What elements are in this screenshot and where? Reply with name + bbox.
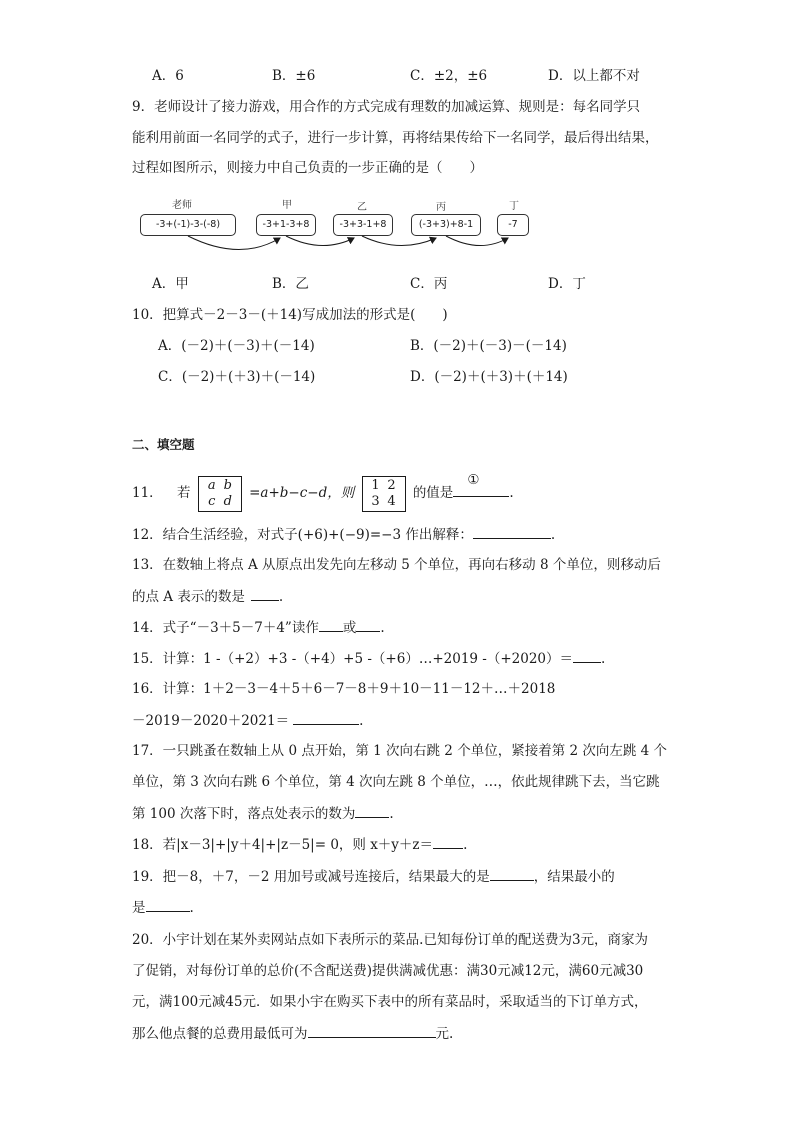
q17-answer-blank[interactable] — [355, 803, 389, 818]
q11-line — [132, 472, 514, 512]
matrix-4: 4 — [387, 493, 396, 509]
q17-line-3 — [132, 803, 394, 824]
q9-option-d[interactable]: D．丁 — [548, 276, 586, 292]
q9-stem-line-1: 9．老师设计了接力游戏，用合作的方式完成有理数的加减运算、规则是：每名同学只 — [132, 99, 641, 115]
q18-text: 18．若|x－3|+|y＋4|+|z－5|= 0，则 x＋y＋z＝ — [132, 837, 434, 853]
q11-end: . — [509, 485, 514, 501]
q15-line — [132, 648, 605, 669]
q10-option-b[interactable]: B．(－2)＋(－3)－(－14) — [410, 338, 567, 354]
arrow-1 — [188, 236, 280, 250]
q14-answer-blank-1[interactable] — [319, 617, 343, 632]
q14-answer-blank-2[interactable] — [356, 617, 380, 632]
expr-box-teacher: -3+(-1)-3-(-8) — [140, 214, 236, 236]
section-title-fill-in: 二、填空题 — [132, 437, 195, 452]
role-yi: 乙 — [357, 202, 367, 213]
q12-answer-blank[interactable] — [473, 524, 551, 539]
q17-end: . — [389, 806, 394, 822]
q20-line-3: 元，满100元减45元．如果小宇在购买下表中的所有菜品时，采取适当的下订单方式， — [132, 994, 648, 1010]
q19-end: . — [189, 900, 194, 916]
role-bing: 丙 — [436, 202, 446, 213]
q9-option-b[interactable]: B．乙 — [272, 276, 309, 292]
q14-mid: 或 — [342, 620, 357, 636]
q19-line-2 — [132, 897, 194, 918]
q19-line-1 — [132, 866, 615, 887]
relay-arrows — [0, 0, 794, 300]
q11-answer-blank[interactable] — [453, 472, 509, 497]
q10-stem: 10．把算式－2－3－(＋14)写成加法的形式是( ) — [132, 307, 448, 323]
q8-option-d[interactable]: D．以上都不对 — [548, 68, 640, 84]
q14-pre: 14．式子“－3＋5－7＋4”读作 — [132, 620, 319, 636]
matrix-a: a — [207, 477, 216, 493]
role-teacher: 老师 — [172, 200, 192, 211]
q13-line-1: 13．在数轴上将点 A 从原点出发先向左移动 5 个单位，再向右移动 8 个单位，则移动后 — [132, 557, 661, 573]
q19-text-a: 19．把－8，＋7，－2 用加号或减号连接后，结果最大的是 — [132, 869, 490, 885]
q11-post: 的值是 — [412, 485, 454, 501]
q20-line-2: 了促销，对每份订单的总价(不含配送费)提供满减优惠：满30元减12元，满60元减30 — [132, 963, 644, 979]
q11-definition: =a+b−c−d，则 — [249, 485, 355, 501]
q8-option-a[interactable]: A．6 — [152, 68, 184, 84]
arrow-4 — [446, 236, 508, 246]
q12-end: . — [550, 527, 556, 543]
q11-blank-mark: ① — [467, 472, 480, 488]
q8-option-c[interactable]: C．±2，±6 — [410, 68, 488, 84]
q20-text: 那么他点餐的总费用最低可为 — [132, 1026, 308, 1042]
matrix-b: b — [223, 477, 232, 493]
q19-answer-blank-2[interactable] — [146, 897, 190, 912]
q12-line — [132, 524, 555, 545]
q13-end: . — [278, 589, 284, 605]
matrix-d: d — [223, 493, 232, 509]
q18-line — [132, 834, 467, 855]
q16-end: . — [359, 713, 364, 729]
expr-box-yi: -3+3-1+8 — [333, 214, 393, 236]
q13-line-2 — [132, 586, 283, 607]
q19-text-c: 是 — [132, 900, 146, 916]
q13-text: 的点 A 表示的数是 — [132, 589, 245, 605]
q20-line-1: 20．小宇计划在某外卖网站点如下表所示的菜品.已知每份订单的配送费为3元，商家为 — [132, 932, 649, 948]
q20-line-4 — [132, 1023, 453, 1044]
q13-answer-blank[interactable] — [251, 586, 279, 601]
q19-answer-blank-1[interactable] — [490, 866, 534, 881]
q16-line-2 — [132, 710, 363, 731]
q10-option-c[interactable]: C．(－2)＋(＋3)＋(－14) — [158, 369, 316, 385]
arrow-2 — [286, 236, 354, 246]
expr-box-ding: -7 — [497, 214, 529, 236]
q16-answer-blank[interactable] — [293, 710, 359, 725]
q19-text-b: ，结果最小的 — [533, 869, 615, 885]
role-ding: 丁 — [509, 201, 519, 212]
q15-end: . — [601, 651, 606, 667]
q18-answer-blank[interactable] — [433, 834, 463, 849]
matrix-2: 2 — [387, 477, 396, 493]
q20-answer-blank[interactable] — [308, 1023, 436, 1038]
q15-text: 15．计算：1 -（+2）+3 -（+4）+5 -（+6）…+2019 -（+2020）＝ — [132, 651, 574, 667]
q17-text: 第 100 次落下时，落点处表示的数为 — [132, 806, 356, 822]
q16-line-1: 16．计算：1＋2－3－4＋5＋6－7－8＋9＋10－11－12＋…＋2018 — [132, 681, 556, 697]
q9-stem-line-2: 能利用前面一名同学的式子，进行一步计算，再将结果传给下一名同学，最后得出结果， — [132, 130, 659, 146]
q20-end: 元. — [435, 1026, 454, 1042]
q10-option-d[interactable]: D．(－2)＋(＋3)＋(＋14) — [410, 369, 568, 385]
q18-end: . — [463, 837, 468, 853]
q9-option-a[interactable]: A．甲 — [152, 276, 189, 292]
expr-box-jia: -3+1-3+8 — [256, 214, 316, 236]
matrix-abcd — [198, 476, 242, 512]
expr-box-bing: (-3+3)+8-1 — [411, 214, 481, 236]
q17-line-2: 单位，第 3 次向右跳 6 个单位，第 4 次向左跳 8 个单位，…，依此规律跳下去，当它跳 — [132, 774, 660, 790]
q9-stem-line-3: 过程如图所示，则接力中自己负责的一步正确的是（ ） — [132, 160, 483, 176]
q14-line — [132, 617, 385, 638]
q9-option-c[interactable]: C．丙 — [410, 276, 448, 292]
q17-line-1: 17．一只跳蚤在数轴上从 0 点开始，第 1 次向右跳 2 个单位，紧接着第 2 次向左跳 4 个 — [132, 743, 668, 759]
q11-pre: 若 — [176, 485, 191, 501]
q10-option-a[interactable]: A．(－2)＋(－3)＋(－14) — [158, 338, 315, 354]
matrix-3: 3 — [371, 493, 380, 509]
matrix-1234 — [362, 476, 406, 512]
q15-answer-blank[interactable] — [573, 648, 601, 663]
q16-text: －2019－2020＋2021＝ — [132, 713, 290, 729]
role-jia: 甲 — [282, 200, 292, 211]
arrow-3 — [362, 236, 436, 246]
matrix-1: 1 — [371, 477, 380, 493]
q14-end: . — [380, 620, 385, 636]
q11-number: 11． — [132, 485, 163, 501]
q8-option-b[interactable]: B．±6 — [272, 68, 316, 84]
matrix-c: c — [208, 493, 216, 509]
q12-text: 12．结合生活经验，对式子(+6)+(−9)=−3 作出解释： — [132, 527, 473, 543]
